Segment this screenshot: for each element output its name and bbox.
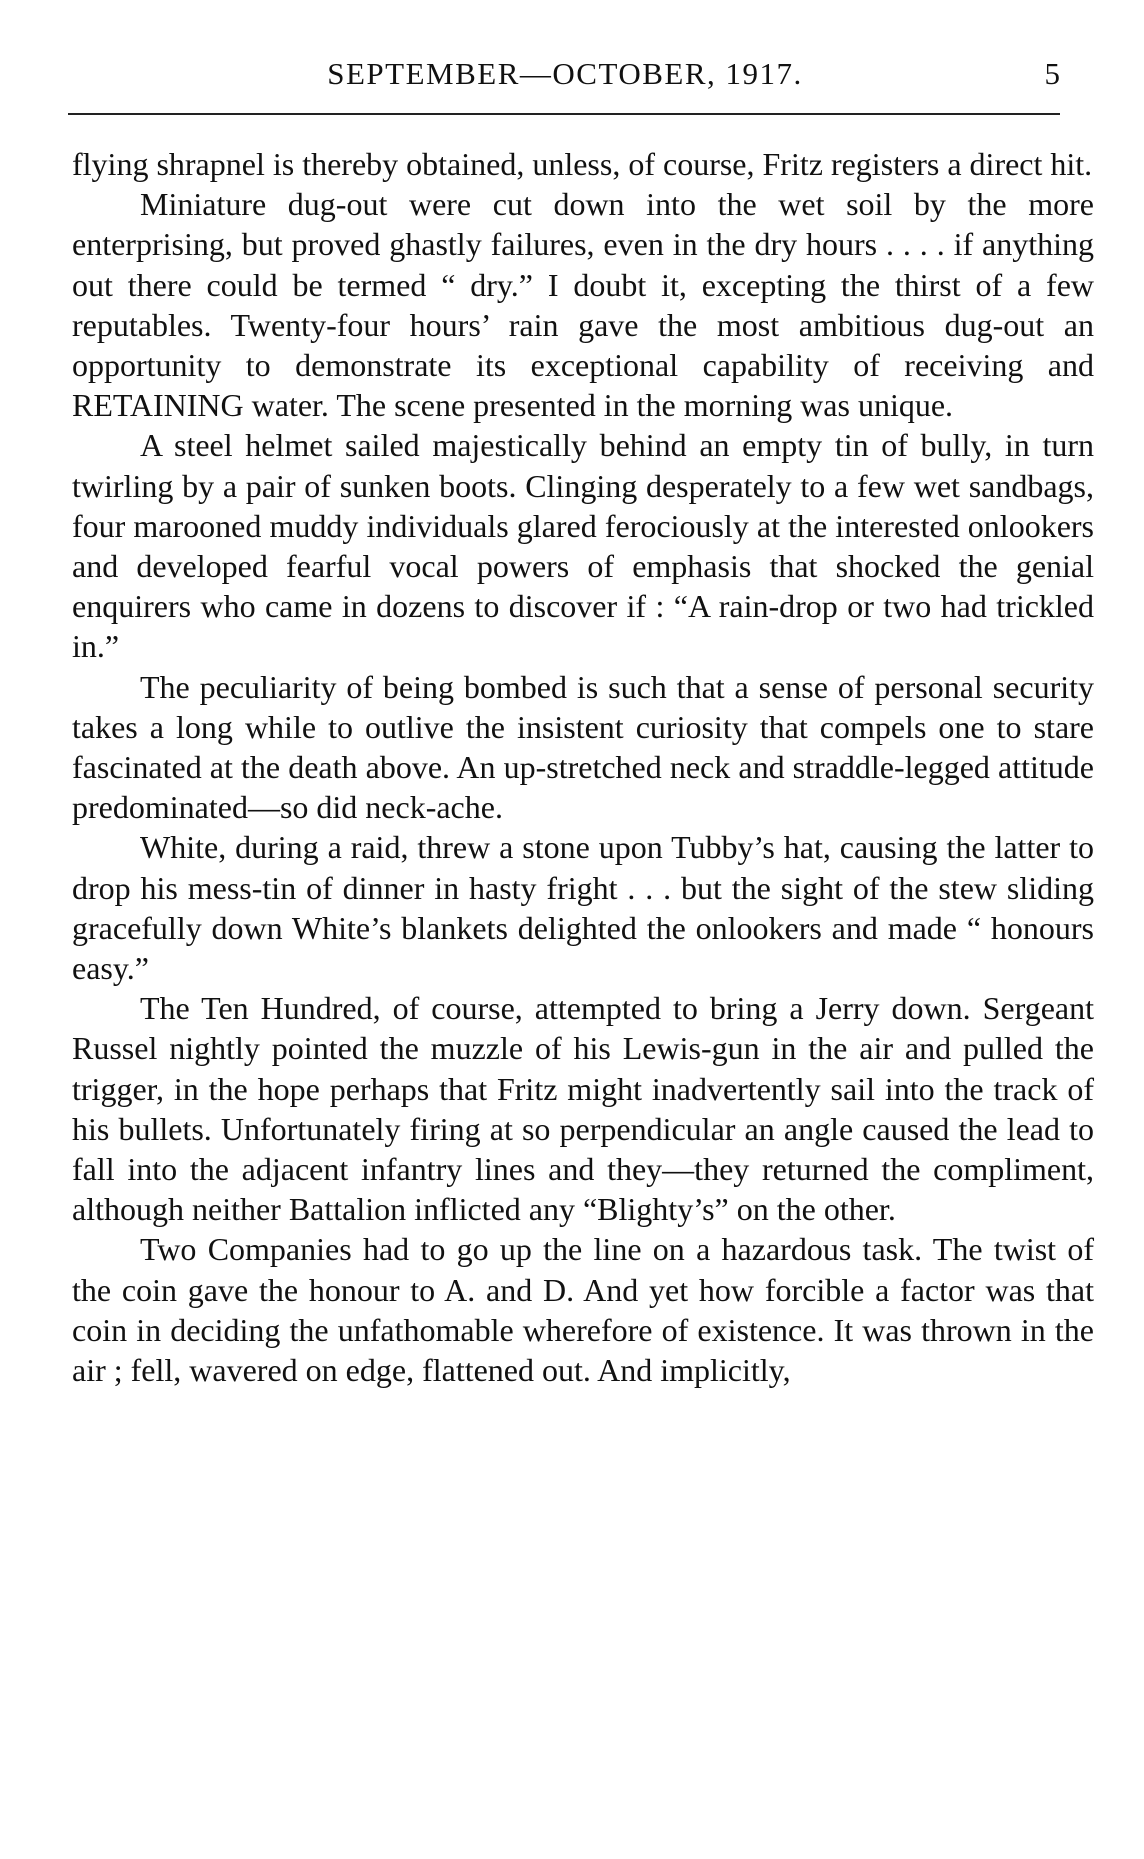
article-body <box>72 144 1094 1390</box>
paragraph-bombing: The peculiarity of being bombed is such that a sense of personal security takes a long while to outlive the insistent curiosity that compels one to stare fascinated at the death above. An up-stretched neck and straddle-legged attitude predominated—so did neck-ache. <box>72 668 1094 826</box>
page-number: 5 <box>1044 56 1060 91</box>
paragraph-white-raid: White, during a raid, threw a stone upon Tubby’s hat, causing the latter to drop his mess-tin of dinner in hasty fright . . . but the sight of the stew sliding gracefully down White’s blankets delighted the onlookers and made “ honours easy.” <box>72 829 1094 987</box>
paragraph-dugouts: Miniature dug-out were cut down into the wet soil by the more enterprising, but proved ghastly failures, even in the dry hours . . . . if anything out there could be termed “ dry.” I doubt it, excepting the thirst of a few reputables. Twenty-four hours’ rain gave the most ambitious dug-out an opportunity to demonstrate its exceptional capability of receiving and RETAINING water. The scene presented in the morning was unique. <box>72 186 1094 424</box>
header-rule <box>68 113 1060 115</box>
paragraph-continuation: flying shrapnel is thereby obtained, unless, of course, Fritz registers a direct hit. <box>72 146 1093 182</box>
paragraph-two-companies: Two Companies had to go up the line on a hazardous task. The twist of the coin gave the honour to A. and D. And yet how forcible a factor was that coin in deciding the unfathomable wherefore of existence. It was thrown in the air ; fell, wavered on edge, flattened out. And implicitly, <box>72 1231 1094 1389</box>
paragraph-steel-helmet: A steel helmet sailed majestically behind an empty tin of bully, in turn twirling by a pair of sunken boots. Clinging desperately to a few wet sandbags, four marooned muddy individuals glared ferociously at the interested onlookers and developed fearful vocal powers of emphasis that shocked the genial enquirers who came in dozens to discover if : “A rain-drop or two had trickled in.” <box>72 427 1094 665</box>
paragraph-ten-hundred: The Ten Hundred, of course, attempted to bring a Jerry down. Sergeant Russel nightly pointed the muzzle of his Lewis-gun in the air and pulled the trigger, in the hope perhaps that Fritz might inadvertently sail into the track of his bullets. Unfortunately firing at so perpendicular an angle caused the lead to fall into the adjacent infantry lines and they—they returned the compliment, although neither Battalion inflicted any “Blighty’s” on the other. <box>72 990 1094 1228</box>
running-header <box>70 52 1060 102</box>
running-title: SEPTEMBER—OCTOBER, 1917. <box>327 56 803 91</box>
